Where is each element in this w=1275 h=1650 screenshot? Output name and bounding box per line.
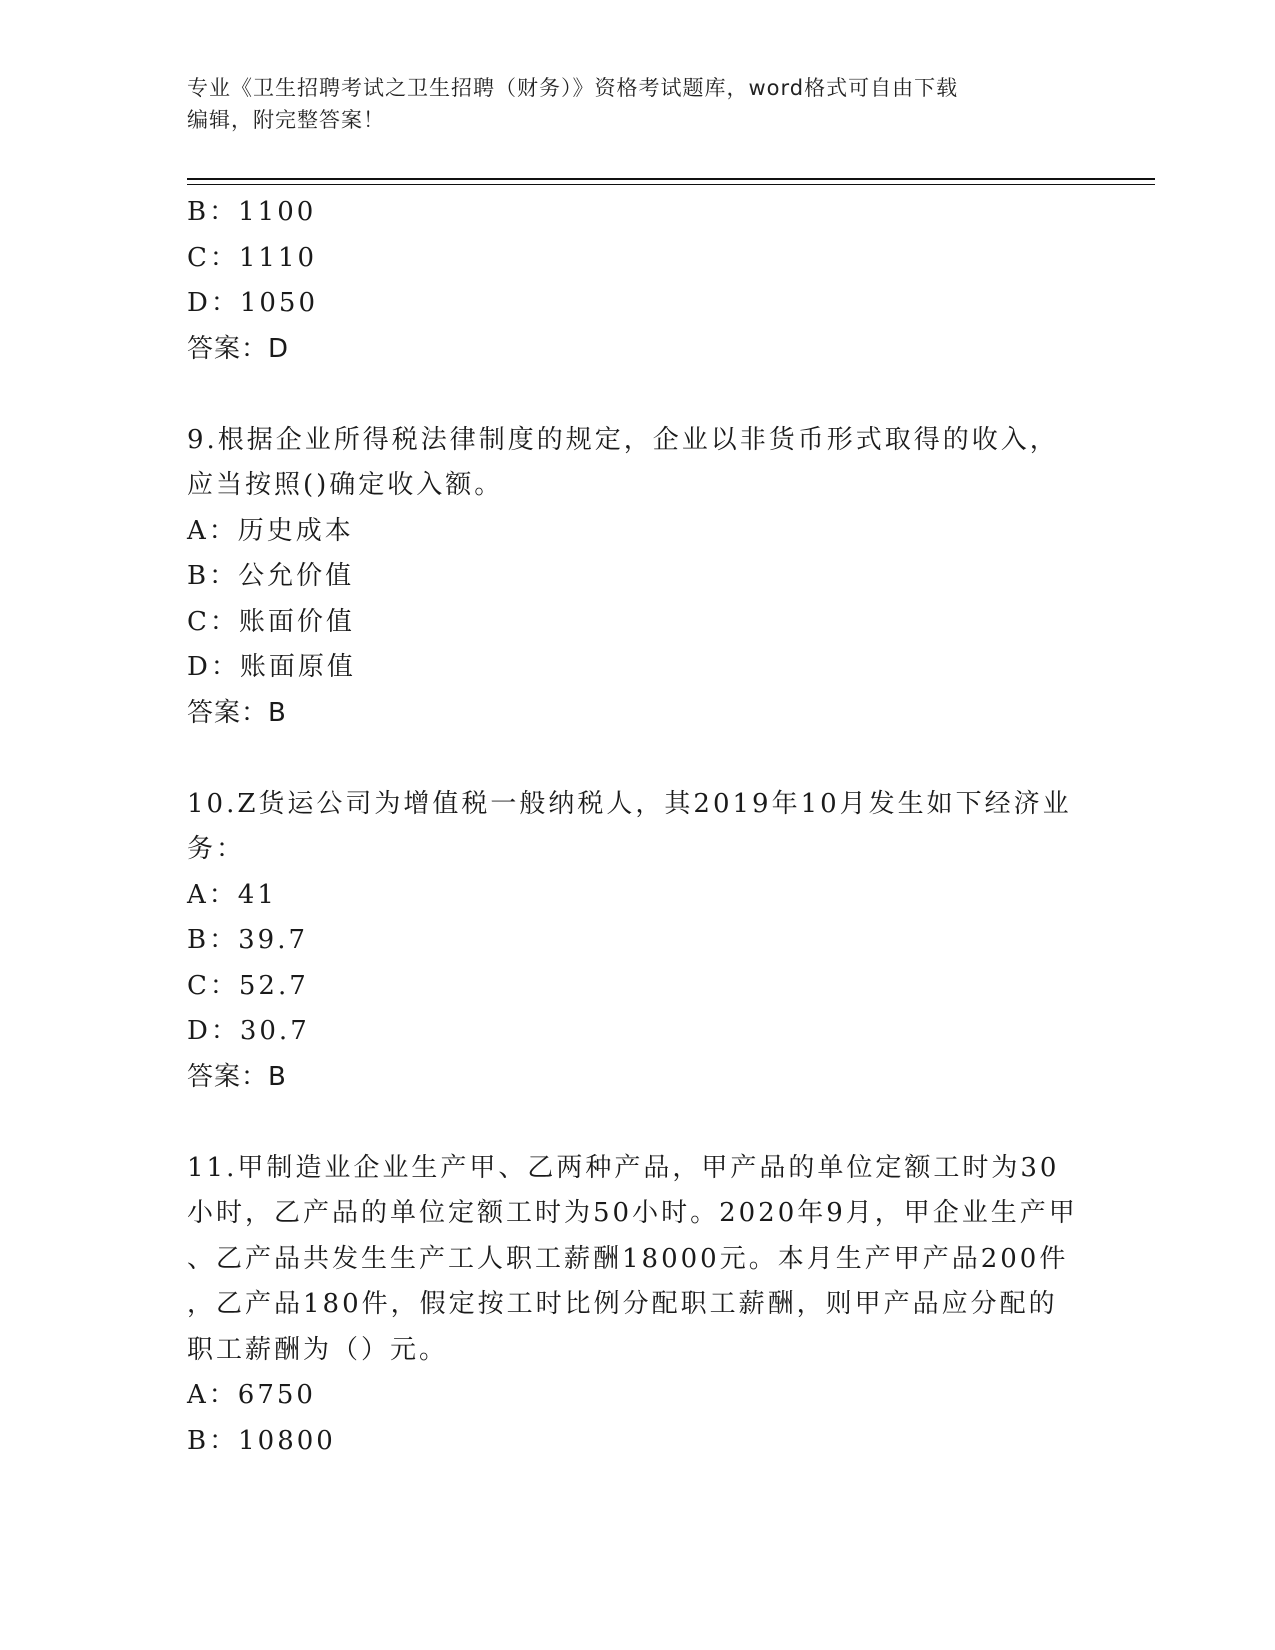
answer-line: 答案：B (187, 1061, 287, 1092)
option-c: C：52.7 (187, 970, 309, 1001)
answer-line: 答案：D (187, 333, 290, 364)
question-11 (187, 1146, 1087, 1465)
question-text-line: 应当按照()确定收入额。 (187, 470, 504, 500)
option-d: D：1050 (187, 288, 319, 318)
header-rule-thin (187, 184, 1155, 185)
option-b: B：1100 (187, 197, 317, 227)
option-d: D：账面原值 (187, 652, 356, 682)
question-8-tail (187, 190, 1087, 372)
question-10 (187, 782, 1087, 1101)
option-a: A：历史成本 (187, 515, 354, 546)
question-text-line: 小时，乙产品的单位定额工时为50小时。2020年9月，甲企业生产甲 (187, 1198, 1078, 1228)
option-a: A：41 (187, 879, 277, 910)
document-body (187, 190, 1087, 1464)
question-text-line: 10.Z货运公司为增值税一般纳税人，其2019年10月发生如下经济业 (187, 788, 1072, 819)
header-line-2: 编辑，附完整答案！ (187, 108, 385, 132)
option-d: D：30.7 (187, 1016, 310, 1046)
option-b: B：10800 (187, 1425, 336, 1456)
question-text-line: 11.甲制造业企业生产甲、乙两种产品，甲产品的单位定额工时为30 (187, 1152, 1060, 1183)
question-text-line: 职工薪酬为（）元。 (187, 1334, 449, 1365)
question-9 (187, 418, 1087, 737)
question-text-line: ，乙产品180件，假定按工时比例分配职工薪酬，则甲产品应分配的 (187, 1289, 1058, 1319)
header-rule-thick (187, 178, 1155, 180)
option-a: A：6750 (187, 1380, 316, 1410)
question-text-line: 、乙产品共发生生产工人职工薪酬18000元。本月生产甲产品200件 (187, 1243, 1069, 1274)
question-text-line: 务： (187, 834, 246, 864)
option-b: B：39.7 (187, 925, 308, 955)
document-header (187, 72, 1087, 136)
option-c: C：1110 (187, 242, 318, 273)
question-text-line: 9.根据企业所得税法律制度的规定，企业以非货币形式取得的收入， (187, 424, 1059, 455)
answer-line: 答案：B (187, 697, 287, 728)
option-b: B：公允价值 (187, 561, 355, 591)
option-c: C：账面价值 (187, 606, 355, 637)
header-line-1: 专业《卫生招聘考试之卫生招聘（财务）》资格考试题库，word格式可自由下载 (187, 76, 959, 100)
